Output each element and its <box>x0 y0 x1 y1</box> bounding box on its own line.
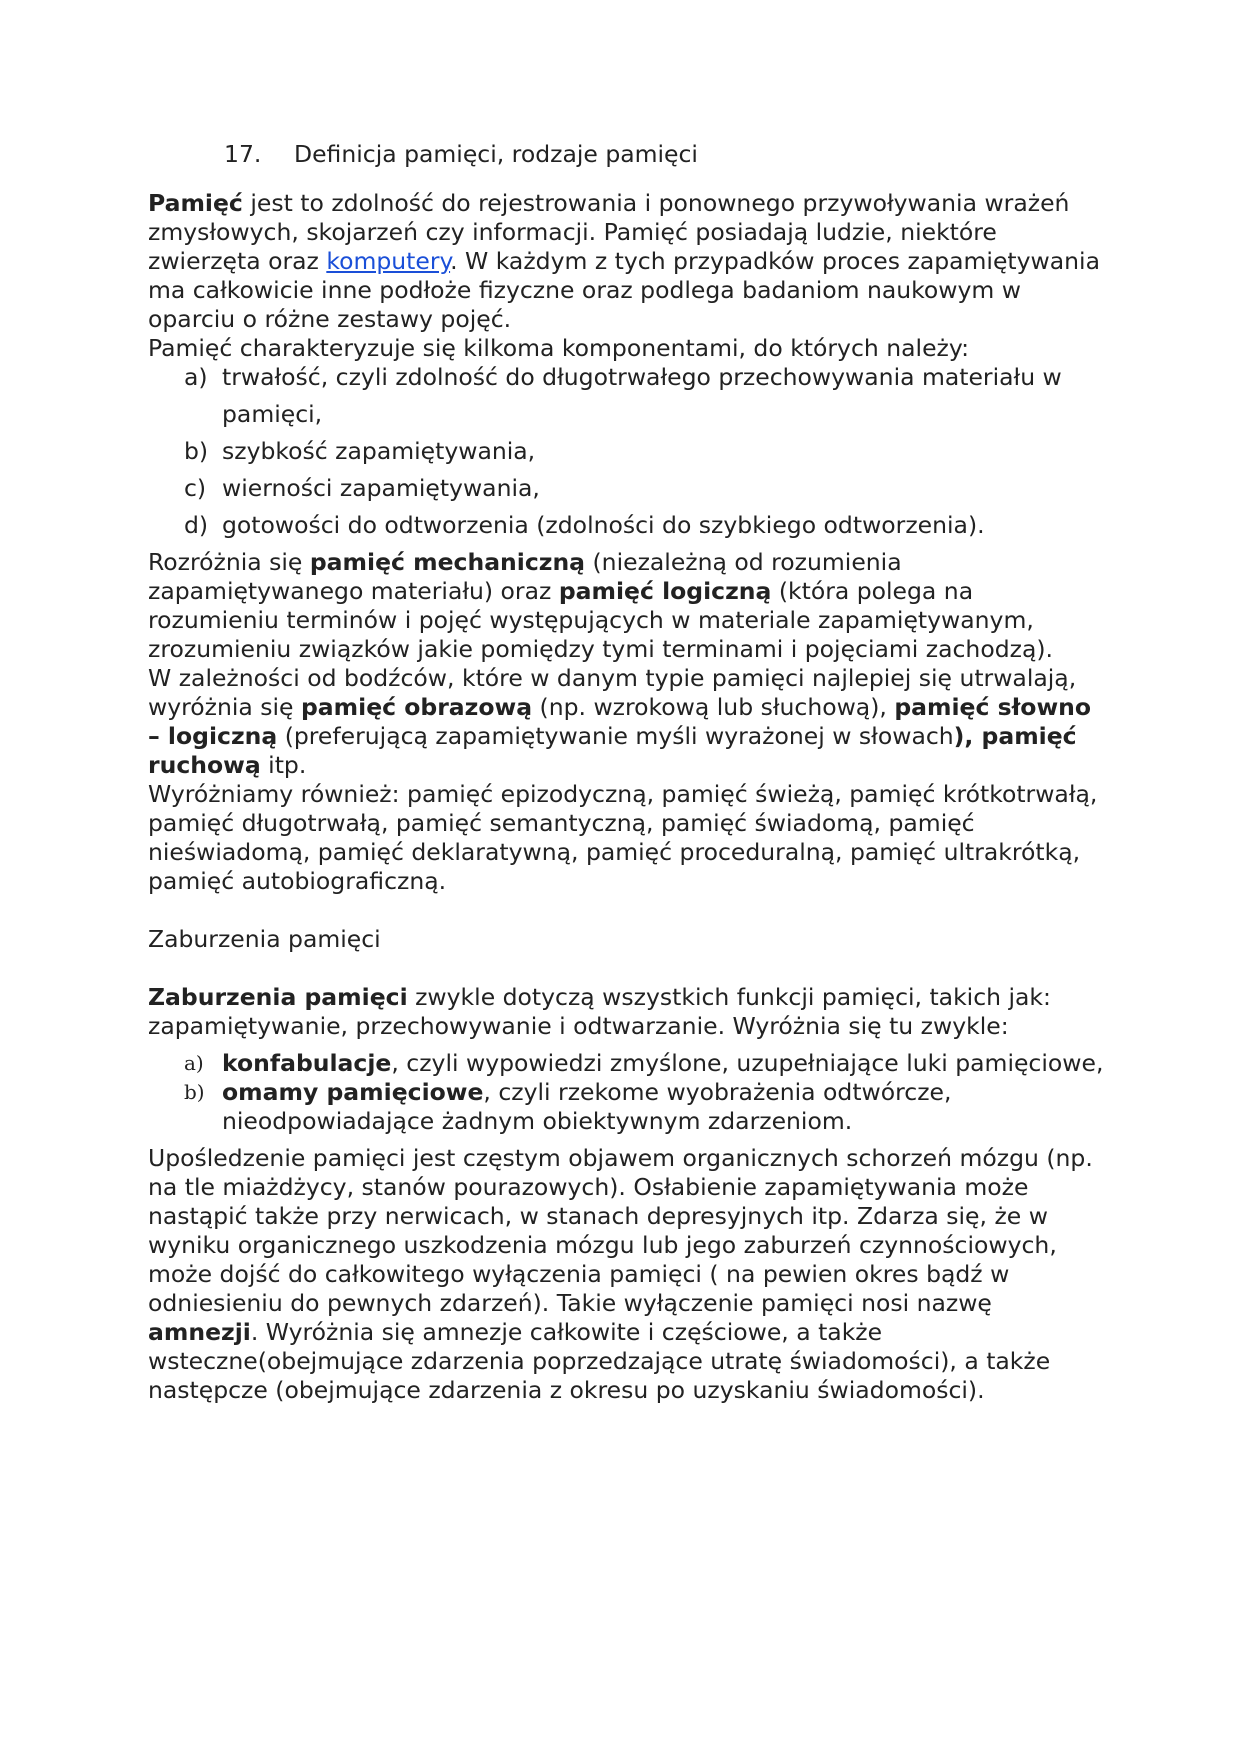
text-run: . Wyróżnia się amnezje całkowite i częściowe, a także wsteczne(obejmujące zdarzenia poprzedzające utratę świadomości), a także następcze (obejmujące zdarzenia z okresu po uzyskaniu świadomości). <box>148 1318 1051 1404</box>
list-item <box>184 474 1108 507</box>
components-list <box>148 363 1108 544</box>
intro-paragraph <box>148 189 1108 334</box>
bold-term: pamięć obrazową <box>300 693 533 721</box>
spacer <box>148 896 1108 925</box>
bold-term: ), pamięć ruchową <box>148 722 1077 779</box>
text-run: (która polega na rozumieniu terminów i pojęć występujących w materiale zapamiętywanym, zrozumieniu związków jakie pomiędzy tymi terminami i pojęciami zachodzą). <box>148 577 1053 663</box>
list-item <box>184 511 1108 544</box>
bold-term: omamy pamięciowe <box>222 1078 484 1106</box>
text-run: W zależności od bodźców, które w danym typie pamięci najlepiej się utrwalają, wyróżnia się <box>148 664 1077 721</box>
other-memory-types-paragraph: Wyróżniamy również: pamięć epizodyczną, pamięć świeżą, pamięć krótkotrwałą, pamięć długotrwałą, pamięć semantyczną, pamięć świadomą, pamięć nieświadomą, pamięć deklaratywną, pamięć proceduralną, pamięć ultrakrótką, pamięć autobiograficzną. <box>148 780 1098 895</box>
intro-text: jest to zdolność do rejestrowania i ponownego przywoływania wrażeń zmysłowych, skojarzeń czy informacji. Pamięć posiadają ludzie, niektóre zwierzęta oraz <box>148 189 1070 275</box>
list-marker: b) <box>184 437 209 465</box>
document-page <box>148 140 1108 1405</box>
list-item-text: wierności zapamiętywania, <box>222 474 540 502</box>
list-item <box>184 437 1108 470</box>
section-heading <box>224 140 1108 169</box>
intro-bold: Pamięć <box>148 189 243 217</box>
text-run: Upośledzenie pamięci jest częstym objawem organicznych schorzeń mózgu (np. na tle miażdżycy, stanów pourazowych). Osłabienie zapamiętywania może nastąpić także przy nerwicach, w stanach depresyjnych itp. Zdarza się, że w wyniku organicznego uszkodzenia mózgu lub jego zaburzeń czynnościowych, może dojść do całkowitego wyłączenia pamięci ( na pewien okres bądź w odniesieniu do pewnych zdarzeń). Takie wyłączenie pamięci nosi nazwę <box>148 1144 1093 1317</box>
list-item <box>184 1078 1108 1136</box>
mechanical-logical-paragraph <box>148 548 1108 664</box>
list-item-text: szybkość zapamiętywania, <box>222 437 536 465</box>
spacer <box>148 1136 1108 1144</box>
list-item <box>184 1049 1108 1078</box>
text-run: , czyli rzekome wyobrażenia odtwórcze, nieodpowiadające żadnym obiektywnym zdarzeniom. <box>222 1078 952 1135</box>
intro-text-continued: . W każdym z tych przypadków proces zapamiętywania ma całkowicie inne podłoże fizyczne oraz podlega badaniom naukowym w oparciu o różne zestawy pojęć. <box>148 247 1100 333</box>
list-marker: b) <box>184 1080 205 1104</box>
section-title: Definicja pamięci, rodzaje pamięci <box>294 140 698 168</box>
section-number: 17. <box>224 140 262 168</box>
list-marker: a) <box>184 1051 204 1075</box>
disorders-list <box>148 1049 1108 1136</box>
text-run: , czyli wypowiedzi zmyślone, uzupełniające luki pamięciowe, <box>391 1049 1104 1077</box>
text-run: (preferującą zapamiętywanie myśli wyrażonej w słowach <box>277 722 954 750</box>
spacer <box>148 954 1108 983</box>
list-item-text: gotowości do odtworzenia (zdolności do szybkiego odtworzenia). <box>222 511 985 539</box>
components-intro: Pamięć charakteryzuje się kilkoma komponentami, do których należy: <box>148 334 969 362</box>
disorders-paragraph <box>148 983 1108 1041</box>
list-item <box>184 363 1108 433</box>
list-marker: c) <box>184 474 207 502</box>
list-marker: d) <box>184 511 209 539</box>
bold-term: konfabulacje <box>222 1049 392 1077</box>
section2-title: Zaburzenia pamięci <box>148 925 381 953</box>
list-marker: a) <box>184 363 208 391</box>
bold-term: pamięć logiczną <box>558 577 772 605</box>
stimuli-paragraph <box>148 664 1108 780</box>
bold-term: pamięć mechaniczną <box>309 548 586 576</box>
list-item-text: trwałość, czyli zdolność do długotrwałego przechowywania materiału w pamięci, <box>222 363 1062 428</box>
bold-term: pamięć słowno – logiczną <box>148 693 1092 750</box>
bold-term: amnezji <box>148 1318 251 1346</box>
text-run: (np. wzrokową lub słuchową), <box>532 693 895 721</box>
bold-term: Zaburzenia pamięci <box>148 983 408 1011</box>
list-item-text <box>222 1078 1108 1136</box>
text-run: zwykle dotyczą wszystkich funkcji pamięci, takich jak: zapamiętywanie, przechowywanie i odtwarzanie. Wyróżnia się tu zwykle: <box>148 983 1051 1040</box>
text-run: Rozróżnia się <box>148 548 310 576</box>
impairment-paragraph <box>148 1144 1108 1405</box>
text-run: itp. <box>260 751 307 779</box>
computers-link[interactable]: komputery <box>326 247 451 275</box>
text-run: (niezależną od rozumienia zapamiętywanego materiału) oraz <box>148 548 902 605</box>
list-item-text <box>222 1049 1103 1078</box>
